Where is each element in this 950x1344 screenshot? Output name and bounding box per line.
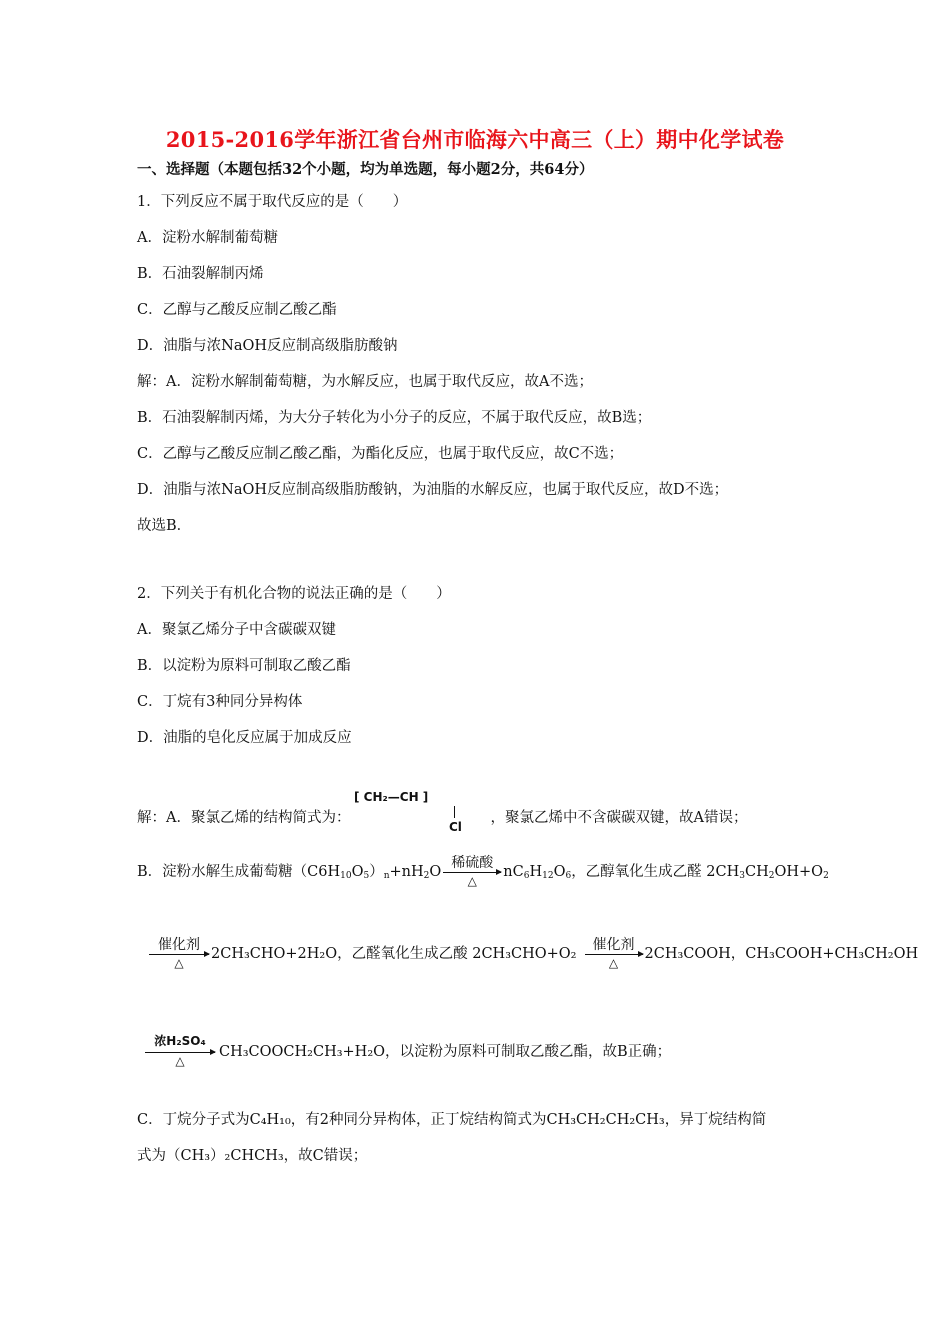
q2-solution-c-line1: C．丁烷分子式为C₄H₁₀，有2种同分异构体，正丁烷结构简式为CH₃CH₂CH₂CH₃，异丁烷结构简 bbox=[137, 1112, 767, 1128]
q1-stem: 1．下列反应不属于取代反应的是（ ） bbox=[137, 194, 408, 210]
arrow-condition-catalyst-2: 催化剂 bbox=[592, 936, 635, 953]
q2-solution-a-pre: 解：A．聚氯乙烯的结构简式为： bbox=[137, 810, 351, 826]
arrow-condition-heat-1: △ bbox=[174, 955, 184, 970]
exam-title: 2015-2016学年浙江省台州市临海六中高三（上）期中化学试卷 bbox=[165, 127, 785, 152]
arrow-condition-heat-3: △ bbox=[175, 1053, 185, 1068]
q2-solution-a-post: ，聚氯乙烯中不含碳碳双键，故A错误； bbox=[490, 810, 748, 826]
q2-option-a: A．聚氯乙烯分子中含碳碳双键 bbox=[137, 622, 336, 638]
q2-solution-b-line1: B．淀粉水解生成葡萄糖$(C6H_{10}O_5)_n+nH_2O$ 稀硫酸 △ $nC_6H_{12}O_6$，乙醇氧化生成乙醛 $2CH_3CH_2OH+O_2$ bbox=[137, 860, 829, 881]
q2-option-c: C．丁烷有3种同分异构体 bbox=[137, 694, 303, 710]
q2-sb2-b: 2CH₃COOH，CH₃COOH+CH₃CH₂OH bbox=[644, 946, 919, 962]
q2-option-b: B．以淀粉为原料可制取乙酸乙酯 bbox=[137, 658, 351, 674]
arrow-condition-acid: 稀硫酸 bbox=[451, 854, 494, 871]
reaction-arrow-h2so4 bbox=[145, 1033, 215, 1068]
q2-sb1-pre: B．淀粉水解生成葡萄糖（C bbox=[137, 864, 319, 880]
reaction-arrow-catalyst-2 bbox=[585, 936, 643, 970]
pvc-repeat-unit: [ CH₂—CH ] bbox=[354, 790, 429, 804]
q1-answer: 故选B． bbox=[137, 518, 192, 534]
section-heading: 一、选择题（本题包括32个小题，均为单选题，每小题2分，共64分） bbox=[137, 161, 594, 178]
q2-solution-c-line2: 式为（CH₃）₂CHCH₃，故C错误； bbox=[137, 1148, 368, 1164]
q2-solution-b-line3 bbox=[137, 1033, 672, 1068]
arrow-condition-heat: △ bbox=[467, 873, 477, 888]
q1-solution-c: C．乙醇与乙酸反应制乙酸乙酯，为酯化反应，也属于取代反应，故C不选； bbox=[137, 446, 624, 462]
q1-option-d: D．油脂与浓NaOH反应制高级脂肪酸钠 bbox=[137, 338, 398, 354]
q1-solution-d: D．油脂与浓NaOH反应制高级脂肪酸钠，为油脂的水解反应，也属于取代反应，故D不选； bbox=[137, 482, 729, 498]
q2-solution-b-line2 bbox=[137, 936, 919, 970]
q2-sb1-tail: ，乙醇氧化生成乙醛 2CH bbox=[571, 864, 740, 880]
q1-solution-a: 解：A．淀粉水解制葡萄糖，为水解反应，也属于取代反应，故A不选； bbox=[137, 374, 593, 390]
arrow-condition-h2so4: 浓H₂SO₄ bbox=[154, 1033, 206, 1048]
q2-option-d: D．油脂的皂化反应属于加成反应 bbox=[137, 730, 352, 746]
arrow-condition-catalyst-1: 催化剂 bbox=[158, 936, 200, 953]
q1-option-b: B．石油裂解制丙烯 bbox=[137, 266, 264, 282]
q1-option-c: C．乙醇与乙酸反应制乙酸乙酯 bbox=[137, 302, 337, 318]
pvc-chlorine: Cl bbox=[449, 820, 462, 834]
reaction-arrow-catalyst-1 bbox=[149, 936, 209, 970]
q2-solution-a bbox=[137, 806, 747, 827]
q2-sb2-a: 2CH₃CHO+2H₂O，乙醛氧化生成乙酸 2CH₃CHO+O₂ bbox=[211, 946, 577, 962]
q2-stem: 2．下列关于有机化合物的说法正确的是（ ） bbox=[137, 586, 451, 602]
arrow-condition-heat-2: △ bbox=[608, 955, 619, 970]
q2-sb3: CH₃COOCH₂CH₃+H₂O，以淀粉为原料可制取乙酸乙酯，故B正确； bbox=[219, 1044, 672, 1060]
reaction-arrow-acid bbox=[443, 854, 501, 888]
q1-option-a: A．淀粉水解制葡萄糖 bbox=[137, 230, 278, 246]
q1-solution-b: B．石油裂解制丙烯，为大分子转化为小分子的反应，不属于取代反应，故B选； bbox=[137, 410, 652, 426]
